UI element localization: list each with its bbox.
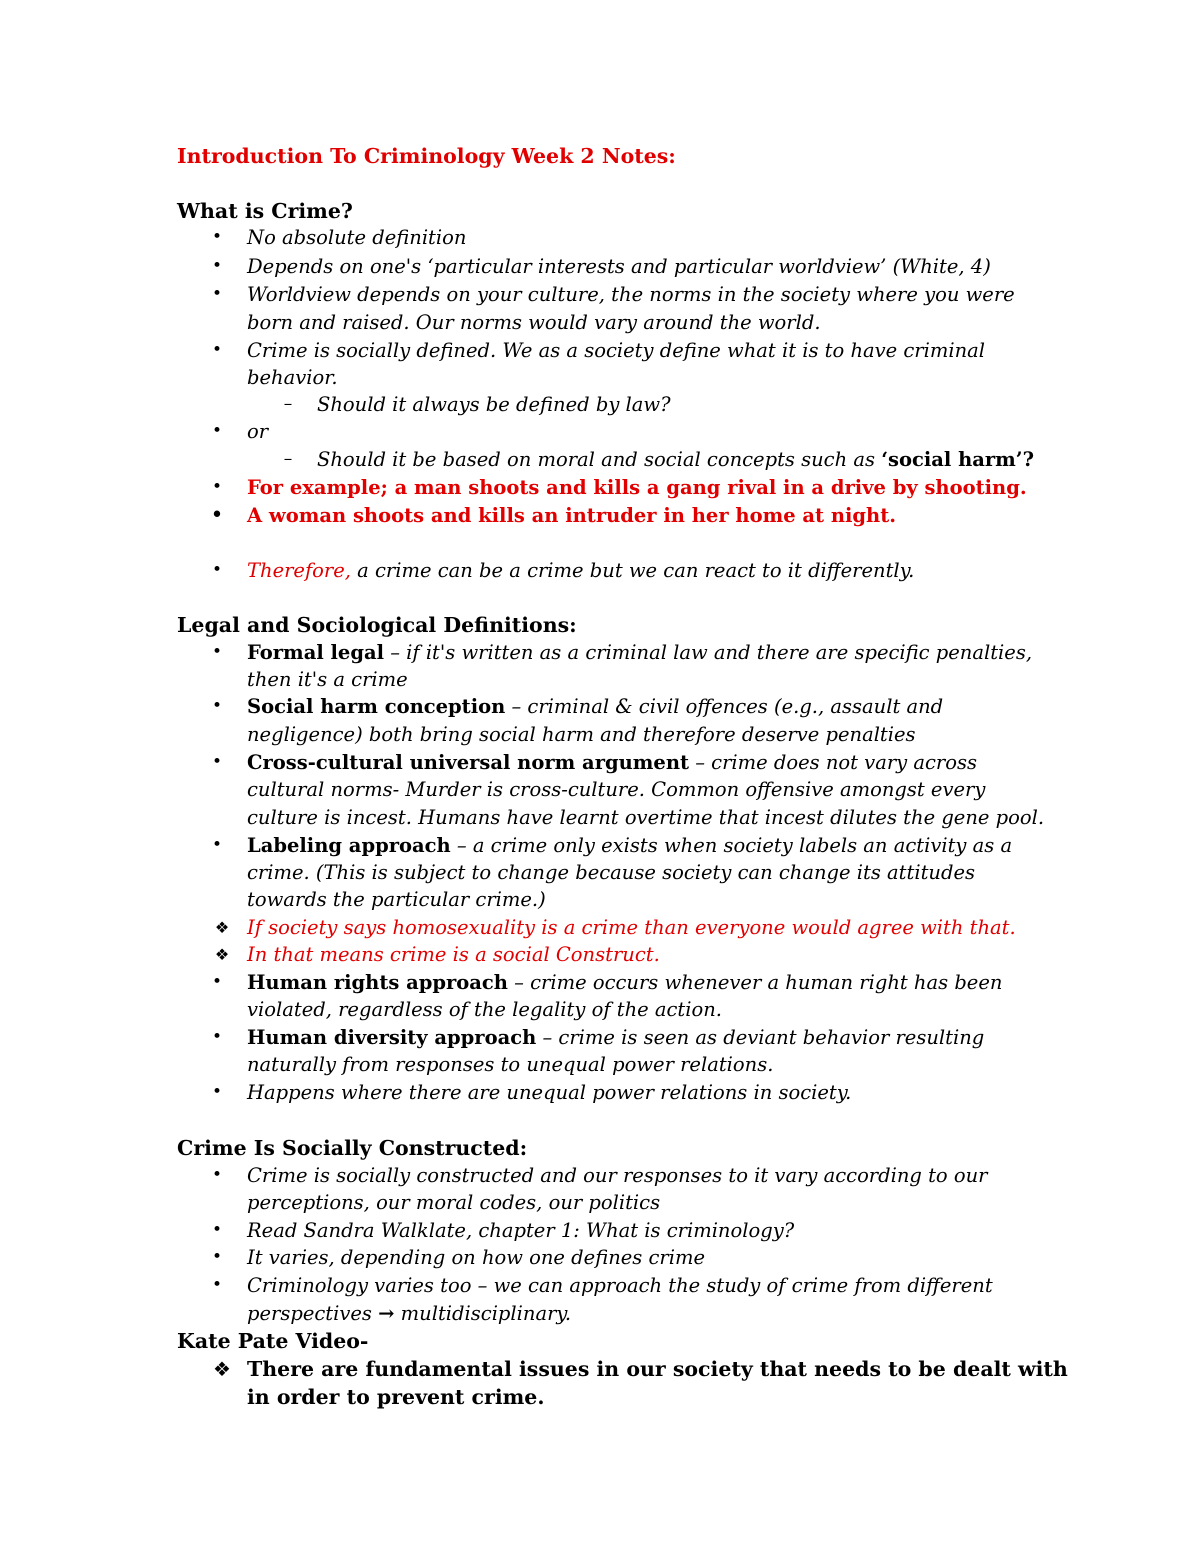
definition-term: Human diversity approach bbox=[247, 1026, 537, 1049]
definition-continuation: naturally from responses to unequal power relations. bbox=[247, 1053, 774, 1076]
definition-continuation: crime. (This is subject to change because society can change its attitudes bbox=[247, 861, 976, 884]
bullet-icon: • bbox=[211, 421, 223, 441]
definition-item bbox=[247, 1024, 984, 1051]
list-item: Crime is socially defined. We as a society define what it is to have criminal bbox=[247, 339, 986, 362]
list-item-continuation: behavior. bbox=[247, 366, 338, 389]
dash-icon: – bbox=[283, 394, 293, 414]
bullet-icon: • bbox=[211, 340, 223, 360]
list-item: Criminology varies too – we can approach the study of crime from different bbox=[247, 1274, 993, 1297]
definition-item bbox=[247, 969, 1002, 996]
list-item: Read Sandra Walklate, chapter 1: What is criminology? bbox=[247, 1219, 795, 1242]
list-item: Worldview depends on your culture, the norms in the society where you were bbox=[247, 283, 1015, 306]
definition-item bbox=[247, 693, 943, 720]
bullet-icon: • bbox=[211, 1220, 223, 1240]
definition-term: Human rights approach bbox=[247, 971, 508, 994]
bullet-icon: • bbox=[211, 752, 223, 772]
definition-continuation: negligence) both bring social harm and therefore deserve penalties bbox=[247, 723, 916, 746]
bullet-icon: • bbox=[211, 972, 223, 992]
list-item: or bbox=[247, 420, 269, 443]
definition-text: – if it's written as a criminal law and there are specific penalties, bbox=[384, 641, 1033, 664]
bullet-icon: • bbox=[211, 1027, 223, 1047]
bullet-icon: • bbox=[211, 642, 223, 662]
dash-icon: – bbox=[283, 449, 293, 469]
example-item: For example; a man shoots and kills a gang rival in a drive by shooting. bbox=[247, 476, 1027, 499]
section-heading-what-is-crime: What is Crime? bbox=[177, 199, 353, 223]
list-item-continuation: born and raised. Our norms would vary around the world. bbox=[247, 311, 821, 334]
sub-list-item-text: Should it be based on moral and social concepts such as bbox=[317, 448, 882, 471]
bullet-icon: • bbox=[211, 1082, 223, 1102]
definition-continuation: then it's a crime bbox=[247, 668, 408, 691]
sub-list-item: Should it always be defined by law? bbox=[317, 393, 671, 416]
definition-text: – crime is seen as deviant behavior resulting bbox=[536, 1026, 985, 1049]
list-item-continuation bbox=[247, 1300, 571, 1327]
list-item-text: perspectives bbox=[247, 1302, 379, 1325]
list-item: There are fundamental issues in our society that needs to be dealt with bbox=[247, 1357, 1068, 1381]
definition-continuation: violated, regardless of the legality of the action. bbox=[247, 998, 722, 1021]
diamond-bullet-icon: ❖ bbox=[213, 1357, 231, 1381]
document-title: Introduction To Criminology Week 2 Notes: bbox=[177, 144, 676, 168]
bullet-icon: • bbox=[211, 256, 223, 276]
bullet-icon: • bbox=[211, 284, 223, 304]
therefore-emphasis: Therefore, bbox=[247, 559, 351, 582]
list-item: Depends on one's ‘particular interests and particular worldview’ (White, 4) bbox=[247, 255, 991, 278]
definition-item bbox=[247, 832, 1012, 859]
definition-continuation: cultural norms- Murder is cross-culture. Common offensive amongst every bbox=[247, 778, 986, 801]
definition-text: – a crime only exists when society labels an activity as a bbox=[450, 834, 1013, 857]
definition-term: Cross-cultural universal norm argument bbox=[247, 751, 690, 774]
diamond-bullet-icon: ❖ bbox=[214, 945, 230, 964]
bullet-icon: • bbox=[211, 1247, 223, 1267]
sub-list-item bbox=[317, 446, 1034, 473]
definition-text: – crime occurs whenever a human right has been bbox=[507, 971, 1003, 994]
definition-term: Labeling approach bbox=[247, 834, 451, 857]
diamond-bullet-icon: ❖ bbox=[214, 918, 230, 937]
definition-continuation: culture is incest. Humans have learnt overtime that incest dilutes the gene pool. bbox=[247, 806, 1045, 829]
definition-text: – crime does not vary across bbox=[689, 751, 977, 774]
bullet-icon: • bbox=[211, 227, 223, 247]
bullet-icon: • bbox=[211, 560, 223, 580]
section-heading-kate-pate-video: Kate Pate Video- bbox=[177, 1329, 369, 1353]
list-item-text: a crime can be a crime but we can react to it differently. bbox=[350, 559, 915, 582]
arrow-right-icon: → bbox=[378, 1302, 395, 1325]
list-item: No absolute definition bbox=[247, 226, 467, 249]
definition-term: Formal legal bbox=[247, 641, 385, 664]
bullet-icon: • bbox=[211, 1275, 223, 1295]
list-item-continuation: perceptions, our moral codes, our politics bbox=[247, 1191, 661, 1214]
list-item: Happens where there are unequal power relations in society. bbox=[247, 1081, 852, 1104]
example-item: A woman shoots and kills an intruder in her home at night. bbox=[247, 504, 897, 527]
definition-item bbox=[247, 639, 1032, 666]
list-item bbox=[247, 557, 914, 584]
emphasis-social-harm: ‘social harm’? bbox=[881, 448, 1035, 471]
note-item: In that means crime is a social Construct. bbox=[247, 943, 660, 966]
definition-continuation: towards the particular crime.) bbox=[247, 888, 546, 911]
list-item: It varies, depending on how one defines crime bbox=[247, 1246, 706, 1269]
list-item-text: multidisciplinary. bbox=[394, 1302, 572, 1325]
section-heading-legal-definitions: Legal and Sociological Definitions: bbox=[177, 613, 577, 637]
list-item: Crime is socially constructed and our responses to it vary according to our bbox=[247, 1164, 988, 1187]
bullet-icon: • bbox=[211, 1165, 223, 1185]
section-heading-socially-constructed: Crime Is Socially Constructed: bbox=[177, 1136, 528, 1160]
bullet-icon: • bbox=[211, 696, 223, 716]
definition-item bbox=[247, 749, 977, 776]
bullet-icon: • bbox=[210, 503, 224, 528]
definition-term: Social harm conception bbox=[247, 695, 506, 718]
list-item-continuation: in order to prevent crime. bbox=[247, 1385, 545, 1409]
note-item: If society says homosexuality is a crime than everyone would agree with that. bbox=[247, 916, 1016, 939]
bullet-icon: • bbox=[211, 835, 223, 855]
bullet-icon: • bbox=[211, 477, 223, 497]
definition-text: – criminal & civil offences (e.g., assault and bbox=[505, 695, 944, 718]
